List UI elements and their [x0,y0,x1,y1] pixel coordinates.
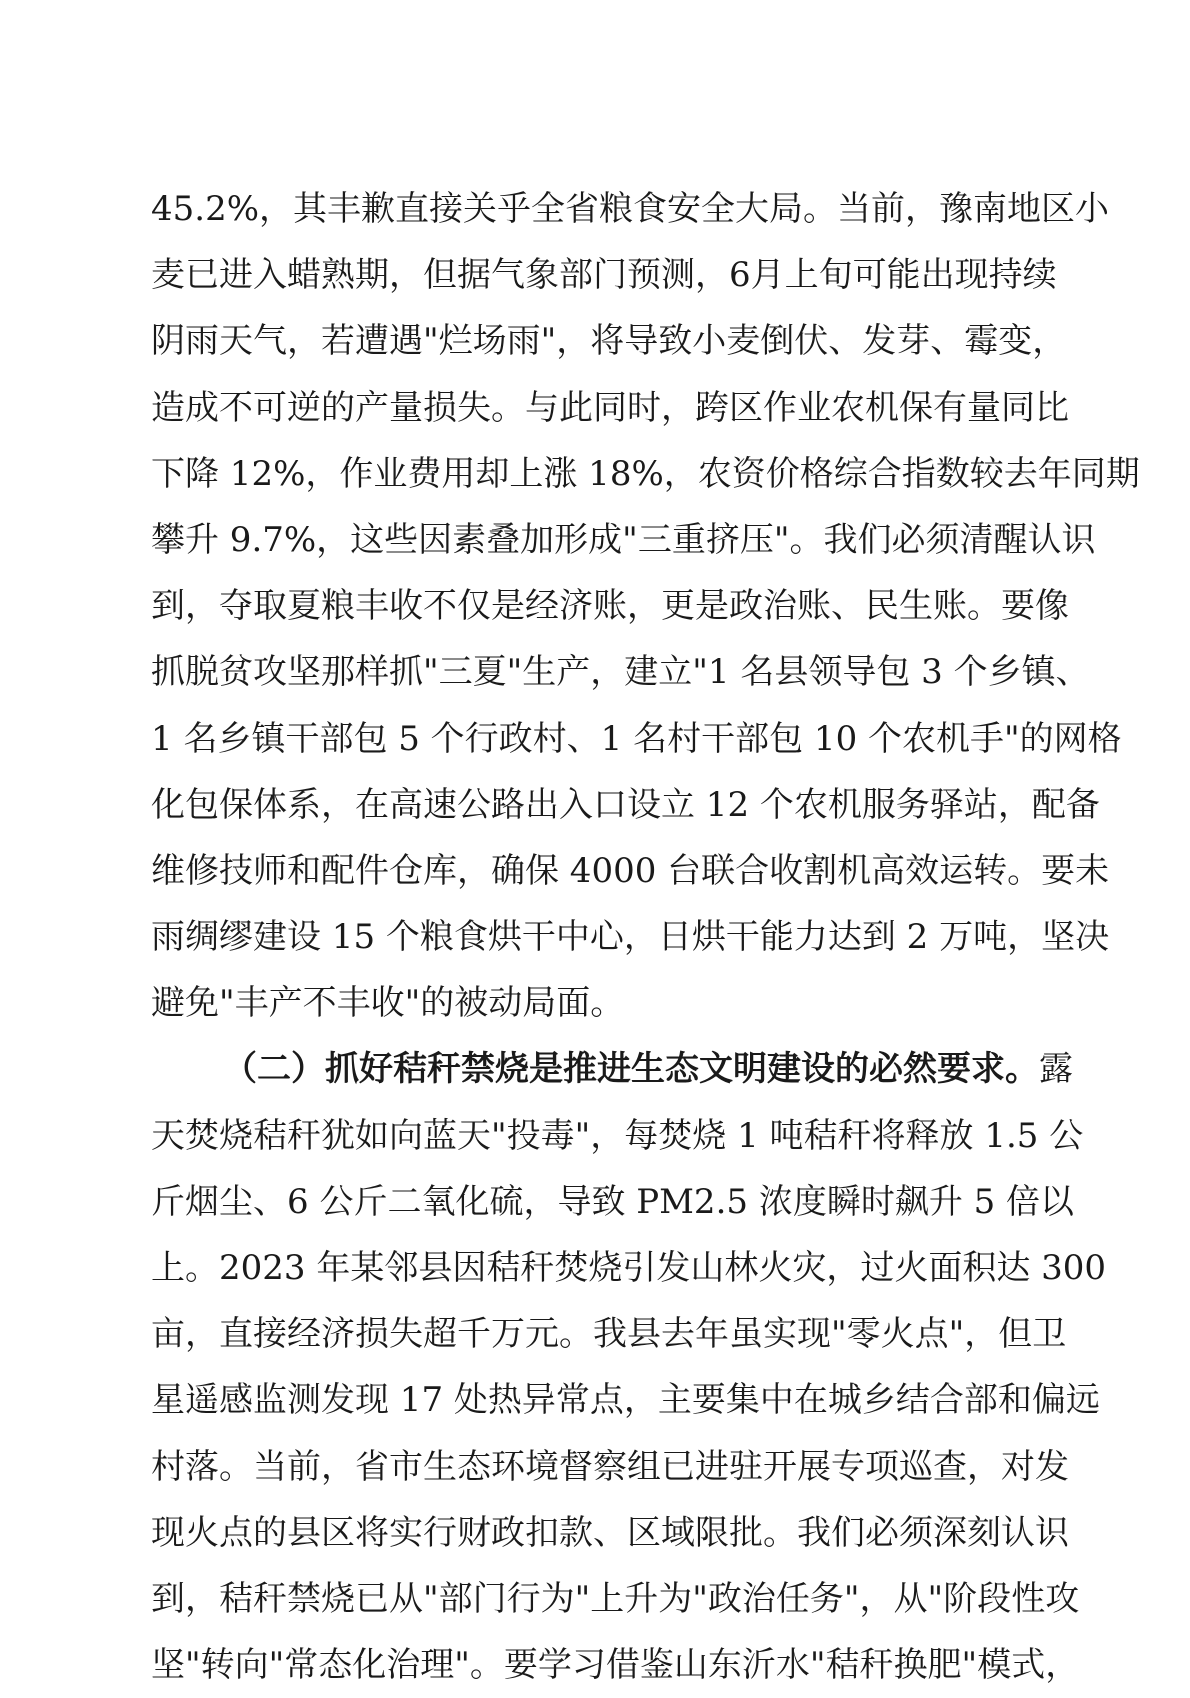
text-line: 攀升 9.7%，这些因素叠加形成"三重挤压"。我们必须清醒认识 [151,519,1096,560]
text-line: 造成不可逆的产量损失。与此同时，跨区作业农机保有量同比 [151,387,1069,428]
text-line: 天焚烧秸秆犹如向蓝天"投毒"，每焚烧 1 吨秸秆将释放 1.5 公 [151,1115,1084,1156]
heading-tail-text: 露 [1039,1049,1073,1090]
paragraph-2 [151,1036,1107,1698]
text-line: 阴雨天气，若遭遇"烂场雨"，将导致小麦倒伏、发芽、霉变， [151,321,1067,362]
text-line: 到，夺取夏粮丰收不仅是经济账，更是政治账、民生账。要像 [151,586,1069,627]
text-line: 坚"转向"常态化治理"。要学习借鉴山东沂水"秸秆换肥"模式， [151,1645,1080,1686]
text-line: 雨绸缪建设 15 个粮食烘干中心，日烘干能力达到 2 万吨，坚决 [151,917,1110,958]
text-line: 到，秸秆禁烧已从"部门行为"上升为"政治任务"，从"阶段性攻 [151,1578,1080,1619]
text-line: 下降 12%，作业费用却上涨 18%，农资价格综合指数较去年同期 [151,453,1140,494]
paragraph-1 [151,176,1140,1036]
text-line: 化包保体系，在高速公路出入口设立 12 个农机服务驿站，配备 [151,784,1100,825]
text-line: 45.2%，其丰歉直接关乎全省粮食安全大局。当前，豫南地区小 [151,189,1110,229]
text-line: 亩，直接经济损失超千万元。我县去年虽实现"零火点"，但卫 [151,1314,1067,1355]
text-line: 抓脱贫攻坚那样抓"三夏"生产，建立"1 名县领导包 3 个乡镇、 [151,652,1090,693]
text-line: 星遥感监测发现 17 处热异常点，主要集中在城乡结合部和偏远 [151,1380,1100,1421]
body-text [151,176,1140,1698]
text-line: 村落。当前，省市生态环境督察组已进驻开展专项巡查，对发 [151,1446,1069,1487]
text-line: 避免"丰产不丰收"的被动局面。 [151,983,625,1024]
text-line: 1 名乡镇干部包 5 个行政村、1 名村干部包 10 个农机手"的网格 [151,718,1122,759]
text-line: 上。2023 年某邻县因秸秆焚烧引发山林火灾，过火面积达 300 [151,1248,1107,1288]
section-heading: （二）抓好秸秆禁烧是推进生态文明建设的必然要求。 [223,1049,1039,1090]
text-line: 麦已进入蜡熟期，但据气象部门预测，6月上旬可能出现持续 [151,255,1057,296]
section-heading-line [151,1036,1073,1102]
text-line: 斤烟尘、6 公斤二氧化硫，导致 PM2.5 浓度瞬时飙升 5 倍以 [151,1181,1075,1222]
text-line: 现火点的县区将实行财政扣款、区域限批。我们必须深刻认识 [151,1512,1069,1553]
text-line: 维修技师和配件仓库，确保 4000 台联合收割机高效运转。要未 [151,850,1110,891]
